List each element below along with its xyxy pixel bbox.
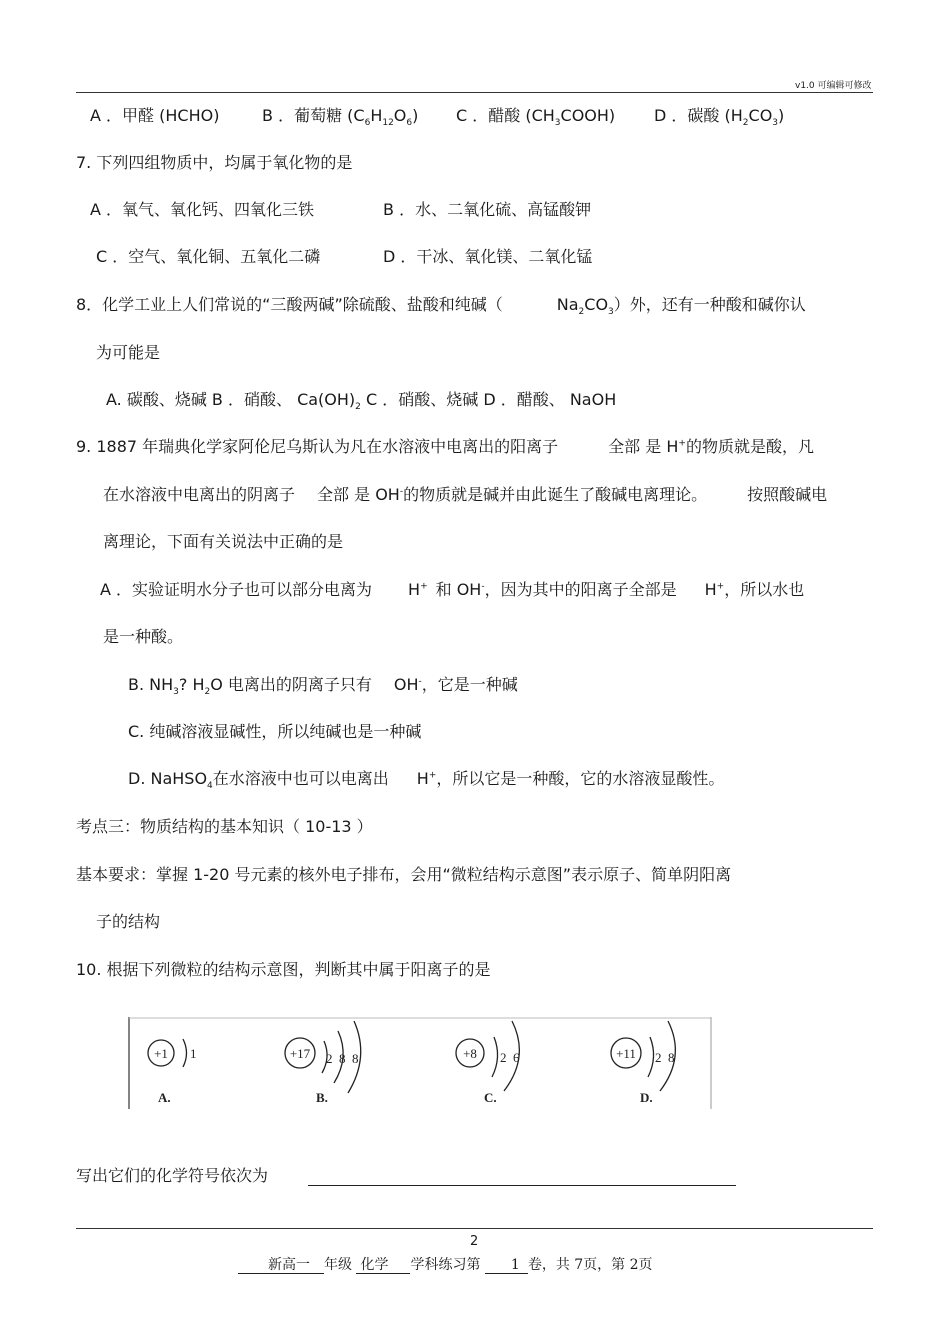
q8-options: A. 碳酸、烧碱 B ．硝酸、 $Ca(OH)_2$ C ．硝酸、烧碱 D ．醋酸、 NaOH (106, 390, 617, 413)
section3-title: 考点三：物质结构的基本知识（ 10-13 ） (76, 817, 373, 836)
q9-line3: 离理论，下面有关说法中正确的是 (103, 532, 344, 551)
version-label: v1.0 可编辑可修改 (795, 81, 872, 91)
particle-d-label: D. (640, 1090, 653, 1105)
diagram-svg (128, 1017, 712, 1109)
q7-option-c: C ．空气、氧化铜、五氧化二磷 (96, 247, 321, 266)
particle-a-shells: 1 (190, 1046, 197, 1061)
page-number: 2 (470, 1234, 479, 1249)
q7-option-a: A ．氧气、氧化钙、四氧化三铁 (90, 200, 315, 219)
q9-option-b: B. $NH_3$? $H_2O$ 电离出的阴离子只有 OH-，它是一种碱 (128, 675, 518, 698)
q6-option-c: C ．醋酸 $(CH_3COOH)$ (456, 106, 616, 129)
section3-requirement-line2: 子的结构 (96, 912, 161, 931)
particle-a (148, 1039, 197, 1105)
footer-tail: 卷，共 7页，第 2页 (527, 1257, 653, 1273)
particle-d-nucleus: +11 (616, 1046, 636, 1061)
q7-stem: 7. 下列四组物质中，均属于氧化物的是 (76, 153, 353, 172)
footer-rule (76, 1228, 873, 1229)
footer-grade: 新高一 (238, 1257, 324, 1274)
particle-a-nucleus: +1 (154, 1046, 168, 1061)
q8-stem-line2: 为可能是 (96, 343, 161, 362)
q6-option-b: B ．葡萄糖 $(C_6H_{12}O_6)$ (262, 106, 419, 129)
q10-answer-prompt: 写出它们的化学符号依次为 (76, 1166, 269, 1185)
q9-line2: 在水溶液中电离出的阴离子 全部 是 OH-的物质就是碱并由此诞生了酸碱电离理论。 按照酸碱电 (103, 485, 828, 504)
footer-subject-suffix: 学科练习第 (410, 1257, 481, 1273)
answer-blank-line[interactable] (308, 1185, 736, 1186)
particle-b-shells: 2 8 8 (326, 1051, 359, 1066)
particle-d-shells: 2 8 (655, 1050, 675, 1065)
particle-b-label: B. (316, 1090, 328, 1105)
q9-option-a-line2: 是一种酸。 (103, 627, 184, 646)
q9-line1: 9. 1887 年瑞典化学家阿伦尼乌斯认为凡在水溶液中电离出的阳离子 全部 是 H+的物质就是酸，凡 (76, 437, 814, 456)
q6-option-d: D ．碳酸 $(H_2CO_3)$ (654, 106, 785, 129)
particle-c-label: C. (484, 1090, 497, 1105)
q6-option-a: A ．甲醛 (HCHO) (90, 106, 220, 125)
particle-b (285, 1021, 361, 1105)
footer-info (238, 1254, 653, 1274)
footer-volume: 1 (485, 1257, 528, 1274)
q8-stem-line1: 8．化学工业上人们常说的“三酸两碱”除硫酸、盐酸和纯碱（ $Na_2CO_3$）外，还有一种酸和碱你认 (76, 295, 806, 318)
particle-a-label: A. (158, 1090, 171, 1105)
q9-option-d: D. NaHSO$_4$在水溶液中也可以电离出 H+，所以它是一种酸，它的水溶液显酸性。 (128, 769, 725, 792)
q9-option-a-line1: A ．实验证明水分子也可以部分电离为 H+ 和 OH-，因为其中的阳离子全部是 H+，所以水也 (100, 580, 805, 599)
particle-b-nucleus: +17 (289, 1046, 311, 1061)
particle-c-shells: 2 6 (500, 1050, 520, 1065)
q7-option-b: B ．水、二氧化硫、高锰酸钾 (383, 200, 592, 219)
particle-c-nucleus: +8 (463, 1046, 477, 1061)
particle-structure-diagram (128, 1017, 712, 1109)
particle-c (456, 1021, 520, 1105)
q9-option-c: C. 纯碱溶液显碱性，所以纯碱也是一种碱 (128, 722, 422, 741)
particle-d (611, 1021, 675, 1105)
q7-option-d: D ．干冰、氧化镁、二氧化锰 (383, 247, 593, 266)
header-rule (76, 92, 873, 93)
q10-stem: 10. 根据下列微粒的结构示意图，判断其中属于阳离子的是 (76, 960, 491, 979)
section3-requirement-line1: 基本要求：掌握 1-20 号元素的核外电子排布，会用“微粒结构示意图”表示原子、简单阴阳离 (76, 865, 732, 884)
footer-subject: 化学 (356, 1257, 410, 1274)
footer-grade-suffix: 年级 (324, 1257, 352, 1273)
